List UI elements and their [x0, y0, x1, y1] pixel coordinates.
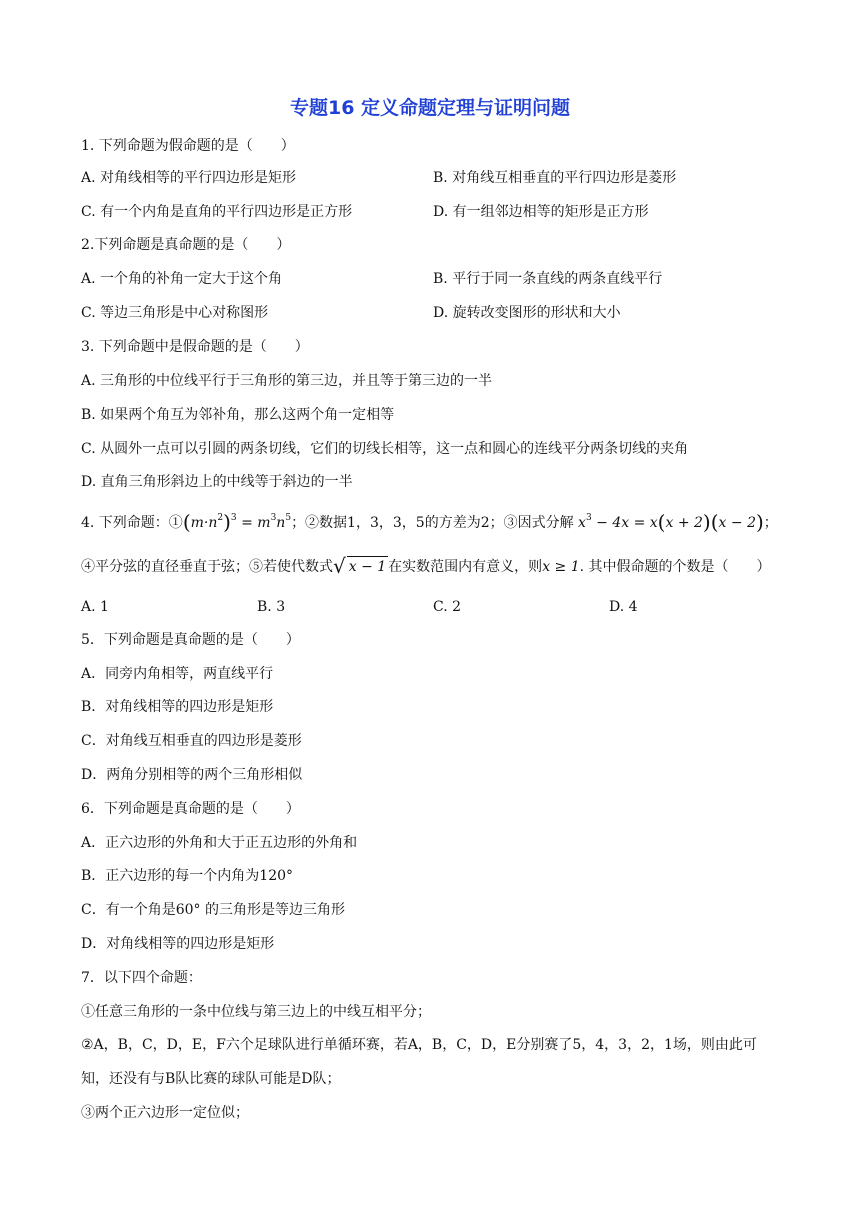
question-1-option-d: D. 有一组邻边相等的矩形是正方形 [433, 204, 649, 220]
question-2-option-b: B. 平行于同一条直线的两条直线平行 [433, 271, 663, 287]
question-4-option-b: B. 3 [257, 599, 286, 615]
question-4-stem-line-2 [81, 556, 771, 577]
question-1-option-a: A. 对角线相等的平行四边形是矩形 [81, 170, 297, 186]
question-4-stem-prefix: 4. 下列命题：① [81, 515, 183, 531]
question-3-option-d: D. 直角三角形斜边上的中线等于斜边的一半 [81, 474, 353, 490]
formula-inequality: x ≥ 1 [542, 559, 580, 575]
question-4-option-a: A. 1 [81, 599, 109, 615]
question-3-option-c: C. 从圆外一点可以引圆的两条切线，它们的切线长相等，这一点和圆心的连线平分两条切线的夹角 [81, 441, 689, 457]
question-4-option-d: D. 4 [609, 599, 638, 615]
question-4-option-c: C. 2 [433, 599, 462, 615]
question-5-stem: 5．下列命题是真命题的是（ ） [81, 632, 300, 648]
question-1-stem: 1. 下列命题为假命题的是（ ） [81, 138, 295, 154]
question-2-option-c: C. 等边三角形是中心对称图形 [81, 305, 269, 321]
question-7-statement-2-line-1: ②A，B，C，D，E，F六个足球队进行单循环赛，若A，B，C，D，E分别赛了5，4，3，2，1场，则由此可 [81, 1037, 757, 1053]
question-4-stem-line-1 [81, 508, 778, 533]
question-4-line2-b: 在实数范围内有意义，则 [388, 559, 543, 575]
question-7-stem: 7．以下四个命题： [81, 970, 202, 986]
question-3-option-b: B. 如果两个角互为邻补角，那么这两个角一定相等 [81, 407, 395, 423]
question-4-stem-end: ； [763, 515, 778, 531]
formula-factorization: $x^3 - 4x = x(x + 2)(x - 2)$ [573, 510, 764, 534]
question-7-statement-3: ③两个正六边形一定位似； [81, 1105, 249, 1121]
question-2-option-a: A. 一个角的补角一定大于这个角 [81, 271, 283, 287]
question-3-option-a: A. 三角形的中位线平行于三角形的第三边，并且等于第三边的一半 [81, 373, 493, 389]
question-6-option-b: B．正六边形的每一个内角为120° [81, 868, 294, 884]
formula-sqrt: √ x − 1 [333, 554, 387, 578]
question-1-option-b: B. 对角线互相垂直的平行四边形是菱形 [433, 170, 677, 186]
page-title: 专题16 定义命题定理与证明问题 [289, 97, 571, 119]
question-2-option-d: D. 旋转改变图形的形状和大小 [433, 305, 621, 321]
question-6-option-d: D．对角线相等的四边形是矩形 [81, 936, 275, 952]
question-4-stem-mid: ；②数据1，3，3，5的方差为2；③因式分解 [291, 515, 574, 531]
question-4-line2-a: ④平分弦的直径垂直于弦；⑤若使代数式 [81, 559, 333, 575]
question-1-option-c: C. 有一个内角是直角的平行四边形是正方形 [81, 204, 353, 220]
question-6-option-a: A．正六边形的外角和大于正五边形的外角和 [81, 835, 358, 851]
question-7-statement-1: ①任意三角形的一条中位线与第三边上的中线互相平分； [81, 1004, 431, 1020]
question-6-stem: 6．下列命题是真命题的是（ ） [81, 801, 300, 817]
question-5-option-b: B．对角线相等的四边形是矩形 [81, 699, 274, 715]
question-5-option-d: D．两角分别相等的两个三角形相似 [81, 767, 303, 783]
question-4-line2-c: . 其中假命题的个数是（ ） [579, 559, 771, 575]
formula-power: $(m\cdot n^2)^3 = m^3n^5$ [182, 510, 292, 534]
question-6-option-c: C．有一个角是60° 的三角形是等边三角形 [81, 902, 345, 918]
question-3-stem: 3. 下列命题中是假命题的是（ ） [81, 339, 309, 355]
question-5-option-a: A．同旁内角相等，两直线平行 [81, 666, 274, 682]
question-2-stem: 2.下列命题是真命题的是（ ） [81, 237, 291, 253]
question-7-statement-2-line-2: 知，还没有与B队比赛的球队可能是D队； [81, 1071, 341, 1087]
question-5-option-c: C．对角线互相垂直的四边形是菱形 [81, 733, 302, 749]
